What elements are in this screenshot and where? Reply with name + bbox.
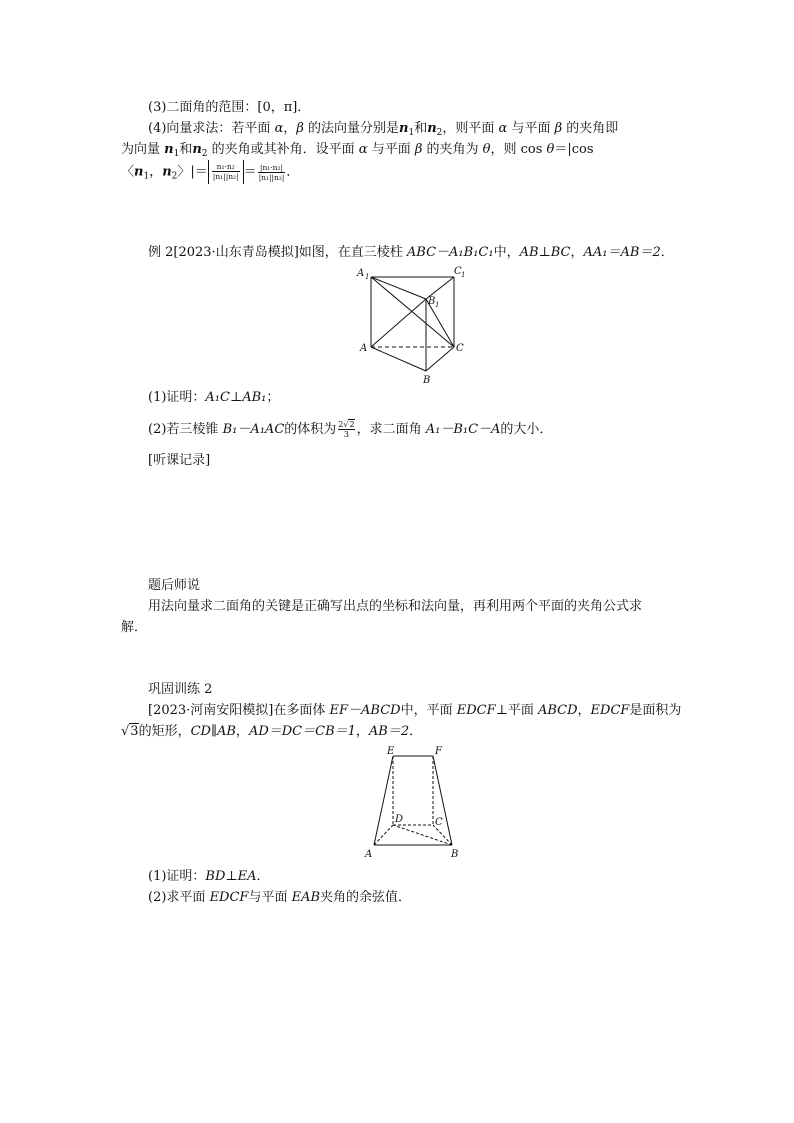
fraction-denominator: 3	[343, 430, 349, 439]
after-class-body-line-1: 用法向量求二面角的关键是正确写出点的坐标和法向量，再利用两个平面的夹角公式求	[148, 599, 643, 614]
text: ，	[355, 724, 369, 739]
sqrt-symbol: √	[121, 724, 130, 739]
text: ⊥平面	[495, 703, 538, 718]
example-2-statement	[148, 245, 674, 261]
text: 的矩形，	[138, 724, 191, 739]
hidden-edge-ad	[374, 825, 393, 845]
fraction-denominator: |n₁||n₂|	[212, 172, 239, 181]
equals: ＝	[243, 164, 257, 180]
math-expression: AD＝DC＝CB＝1	[248, 724, 356, 739]
edge-fb	[433, 756, 452, 845]
text: 中，	[493, 245, 520, 260]
after-class-body-line-2: 解．	[121, 620, 148, 635]
beta-symbol: β	[414, 142, 423, 157]
item-4-prefix: (4)向量求法：若平面	[148, 121, 275, 136]
text: ；	[266, 390, 280, 405]
text: 与平面	[367, 142, 415, 157]
label-a1-sub: 1	[365, 273, 370, 281]
math-expression: ABCD	[537, 703, 578, 718]
comma: ，	[283, 121, 297, 136]
text: ，	[577, 703, 591, 718]
example-2-head: 例 2[2023·山东青岛模拟]如图，在直三棱柱	[148, 245, 407, 260]
text: 与平面	[507, 121, 555, 136]
text: 的大小．	[500, 422, 553, 437]
label-a: A	[360, 343, 368, 354]
math-expression: EDCF	[209, 890, 249, 905]
label-e: E	[387, 746, 395, 757]
hidden-edge-bc	[433, 825, 452, 845]
edge-ea	[374, 756, 393, 845]
text: 与平面	[248, 890, 292, 905]
text: 夹角的余弦值．	[320, 890, 412, 905]
label-f: F	[435, 746, 442, 757]
math-expression: CD∥AB	[190, 724, 236, 739]
period: ．	[286, 164, 300, 180]
text: (1)证明：	[148, 869, 206, 884]
text: 的夹角为	[422, 142, 483, 157]
example-2-question-1	[148, 390, 279, 406]
prism-name: ABC－A₁B₁C₁	[406, 245, 494, 260]
text: ，求二面角	[356, 422, 426, 437]
fraction-denominator: |n₁||n₂|	[258, 172, 285, 182]
lecture-notes-label: [听课记录]	[148, 453, 211, 468]
edge-bc	[426, 347, 454, 371]
practice-2-line-1	[148, 703, 681, 719]
text: ＝|cos	[554, 142, 594, 157]
alpha-symbol: α	[358, 142, 368, 157]
text: ，	[235, 724, 249, 739]
practice-2-title: 巩固训练 2	[148, 682, 213, 697]
text: 的夹角或其补角．设平面	[207, 142, 359, 157]
condition-1: AB⊥BC	[519, 245, 571, 260]
subscript: 2	[171, 171, 178, 182]
abs-fraction	[208, 160, 244, 184]
text: [2023·河南安阳模拟]在多面体	[148, 703, 330, 718]
radicand: 3	[130, 724, 139, 739]
math-expression: EDCF	[456, 703, 496, 718]
label-c: C	[456, 343, 464, 354]
item-4-line-3	[121, 160, 299, 185]
subscript: 2	[436, 128, 443, 138]
label-d: D	[395, 814, 404, 825]
math-expression: EF－ABCD	[329, 703, 401, 718]
alpha-symbol: α	[498, 121, 508, 136]
coefficient: 2	[338, 420, 344, 429]
label-a: A	[365, 849, 373, 860]
subscript: 1	[173, 149, 180, 159]
math-expression: EAB	[291, 890, 321, 905]
practice-2-question-1	[148, 869, 270, 885]
fraction-numerator: 2√2	[338, 420, 355, 429]
condition-2: AA₁＝AB＝2	[583, 245, 661, 260]
hidden-segment-bd	[393, 825, 452, 845]
label-b1: B	[428, 296, 436, 307]
item-4-line-2	[121, 142, 594, 158]
subscript: 1	[143, 171, 150, 182]
volume-fraction	[338, 420, 354, 439]
vector-n1: n	[134, 164, 144, 180]
example-2-question-2	[148, 418, 552, 442]
subscript: 2	[201, 149, 208, 159]
edge-ab	[371, 347, 426, 371]
label-c: C	[435, 817, 443, 828]
math-expression: A₁C⊥AB₁	[205, 390, 267, 405]
comma: ，	[149, 164, 163, 180]
prism-figure	[350, 262, 480, 386]
vector-n1: n	[164, 142, 174, 157]
label-c1-sub: 1	[461, 271, 466, 279]
text: 和	[179, 142, 193, 157]
theta-symbol: θ	[482, 142, 491, 157]
text: 〈	[121, 164, 135, 180]
theta-symbol: θ	[546, 142, 555, 157]
subscript: 1	[408, 128, 415, 138]
label-b1-sub: 1	[435, 301, 440, 309]
practice-2-question-2	[148, 890, 411, 906]
text: 的法向量分别是	[303, 121, 400, 136]
text: 中，平面	[400, 703, 457, 718]
edge-a1b1	[371, 277, 426, 299]
text: 〉|＝	[177, 164, 208, 180]
text: ．	[409, 724, 423, 739]
period: ．	[660, 245, 674, 260]
text: (2)若三棱锥	[148, 422, 223, 437]
label-b: B	[423, 375, 431, 386]
text: 是面积为	[629, 703, 682, 718]
text: (1)证明：	[148, 390, 206, 405]
fraction	[258, 163, 286, 182]
vector-n1: n	[399, 121, 409, 136]
vector-n2: n	[427, 121, 437, 136]
comma: ，	[570, 245, 584, 260]
label-b: B	[451, 849, 459, 860]
beta-symbol: β	[554, 121, 563, 136]
text: ，则平面	[442, 121, 499, 136]
vector-n2: n	[192, 142, 202, 157]
vector-n2: n	[162, 164, 172, 180]
beta-symbol: β	[296, 121, 304, 136]
practice-2-line-2	[121, 724, 422, 740]
text: 为向量	[121, 142, 165, 157]
item-4-line-1	[148, 121, 618, 137]
after-class-title: 题后师说	[148, 578, 201, 593]
radicand: 2	[349, 420, 355, 429]
polyhedron-figure	[360, 744, 464, 862]
math-expression: BD⊥EA	[205, 869, 257, 884]
fraction-numerator: |n₁·n₂|	[258, 163, 286, 173]
text: 的夹角即	[562, 121, 619, 136]
fraction-numerator: n₁·n₂	[212, 162, 240, 172]
fraction	[212, 162, 240, 181]
segment-ab1	[371, 299, 426, 347]
label-a1: A	[357, 268, 365, 279]
text: ．	[256, 869, 270, 884]
text: ，则 cos	[490, 142, 547, 157]
math-expression: B₁－A₁AC	[222, 422, 285, 437]
text: 和	[414, 121, 428, 136]
math-expression: AB＝2	[368, 724, 410, 739]
label-c1: C	[454, 266, 462, 277]
text: (2)求平面	[148, 890, 210, 905]
math-expression: EDCF	[590, 703, 630, 718]
alpha-symbol: α	[274, 121, 284, 136]
math-expression: A₁－B₁C－A	[425, 422, 501, 437]
text: 的体积为	[284, 422, 337, 437]
item-3-range: (3)二面角的范围：[0，π]．	[148, 100, 311, 115]
